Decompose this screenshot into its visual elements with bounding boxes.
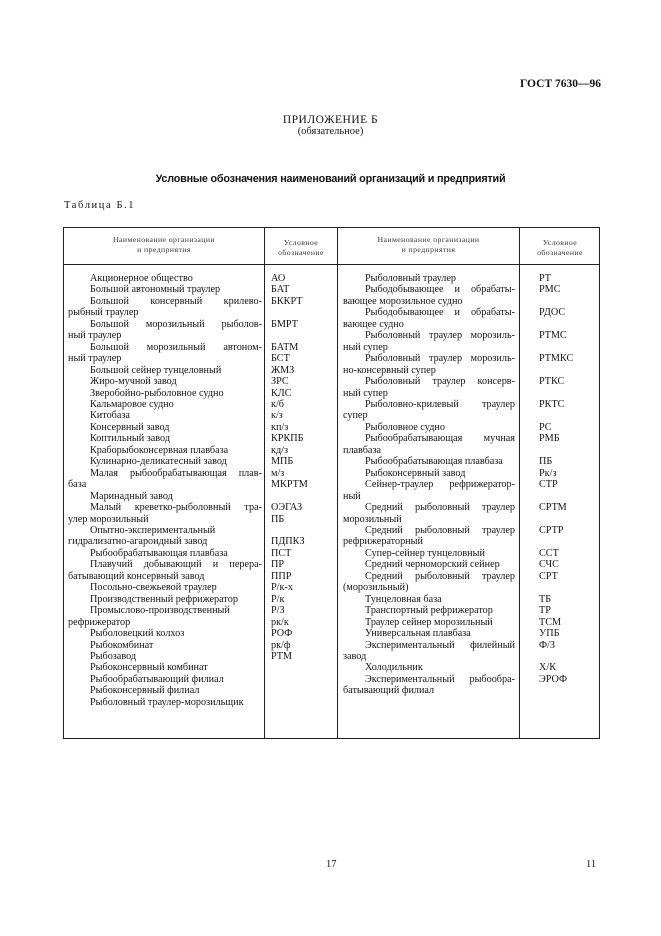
table-entry-name: Экспериментальный рыбообра- батывающий филиал bbox=[343, 673, 515, 697]
table-entry-name: Большой сейнер тунцеловный bbox=[90, 364, 222, 376]
table-entry-name: Рыболовный траулер-морозильщик bbox=[90, 696, 244, 708]
table-entry-abbr: ТБ bbox=[539, 593, 552, 605]
header-name-right: Наименование организации и предприятия bbox=[377, 235, 480, 254]
table-entry-abbr: РТКС bbox=[539, 376, 565, 388]
table-entry-abbr: ПР bbox=[271, 559, 285, 571]
table-entry-abbr: рк/ф bbox=[271, 639, 291, 651]
table-entry-name: Большой автономный траулер bbox=[90, 284, 221, 296]
table-entry-name: Рыболовецкий колхоз bbox=[90, 628, 185, 640]
table-entry-abbr: БАТМ bbox=[271, 341, 299, 353]
table-entry-abbr: СТР bbox=[539, 479, 558, 491]
table-entry-name: Кальмаровое судно bbox=[90, 398, 174, 410]
table-entry-abbr: кд/з bbox=[271, 444, 288, 456]
table-entry-name: Рыбодобывающее и обрабаты- вающее морозильное судно bbox=[343, 284, 515, 307]
table-entry-abbr: ТСМ bbox=[539, 616, 562, 628]
table-entry-name: Рыбообрабатывающий филиал bbox=[90, 673, 224, 685]
table-entry-name: Транспортный рефрижератор bbox=[365, 605, 493, 617]
abbr-column-right bbox=[539, 273, 594, 697]
table-entry-abbr: СЧС bbox=[539, 559, 559, 571]
table-entry-name: Опытно-экспериментальный гидрализатно-агароидный завод bbox=[68, 524, 216, 548]
table-entry-name: Супер-сейнер тунцеловный bbox=[365, 547, 485, 559]
table-entry-name: Рыбокомбинат bbox=[90, 639, 154, 651]
table-entry-name: Маринадный завод bbox=[90, 490, 173, 502]
table-entry-abbr: КРКПБ bbox=[271, 433, 304, 445]
table-entry-name: Коптильный завод bbox=[90, 433, 171, 445]
table-entry-abbr: РОФ bbox=[271, 628, 293, 640]
table-entry-abbr: ССТ bbox=[539, 547, 559, 559]
table-entry-abbr: РС bbox=[539, 421, 552, 433]
header-divider bbox=[64, 264, 599, 265]
section-title: Условные обозначения наименований организаций и предприятий bbox=[155, 173, 506, 185]
table-entry-name: Посольно-свежьевой траулер bbox=[90, 582, 217, 594]
header-abbr-left: Условное обозначение bbox=[278, 238, 324, 257]
table-entry-name: Большой морозильный рыболов- ный траулер bbox=[68, 318, 262, 342]
table-entry-abbr: Р/З bbox=[271, 605, 285, 617]
table-entry-name: Рыбоконсервный комбинат bbox=[90, 662, 208, 674]
table-entry-abbr: к/з bbox=[271, 410, 283, 422]
table-entry-name: Рыбообрабатывающая мучная плавбаза bbox=[343, 433, 515, 456]
table-entry-name: Сейнер-траулер рефрижератор- ный bbox=[343, 479, 515, 502]
table-entry-name: Рыбоконсервный филиал bbox=[90, 685, 200, 697]
table-entry-name: Рыболовный траулер консерв- ный супер bbox=[343, 376, 515, 399]
table-caption: Таблица Б.1 bbox=[64, 200, 136, 211]
table-entry-name: Рыболовное судно bbox=[365, 421, 445, 433]
table-entry-name: Плавучий добывающий и перера- батывающий консервный завод bbox=[68, 559, 262, 582]
table-entry-name: Рыбодобывающее и обрабаты- вающее судно bbox=[343, 307, 515, 330]
table-entry-abbr: СРТР bbox=[539, 524, 564, 536]
table-entry-name: Холодильник bbox=[365, 662, 423, 674]
table-entry-name: Рыболовный траулер bbox=[365, 273, 456, 284]
appendix-note: (обязательное) bbox=[297, 126, 364, 137]
table-entry-abbr: ОЭГАЗ bbox=[271, 502, 303, 514]
table-entry-abbr: Р/к-х bbox=[271, 582, 293, 594]
table-entry-abbr: ЭРОФ bbox=[539, 673, 568, 685]
table-entry-abbr: ЖМЗ bbox=[271, 364, 295, 376]
column-divider bbox=[264, 228, 265, 738]
table-entry-abbr: АО bbox=[271, 273, 286, 284]
table-entry-name: Зверобойно-рыболовное судно bbox=[90, 387, 224, 399]
table-entry-name: Средний рыболовный траулер (морозильный) bbox=[343, 570, 515, 594]
table-entry-abbr: ПБ bbox=[539, 456, 553, 468]
document-id: ГОСТ 7630—96 bbox=[520, 78, 601, 90]
table-entry-abbr: БАТ bbox=[271, 284, 290, 296]
table-entry-name: Универсальная плавбаза bbox=[365, 628, 471, 640]
table-entry-name: Малый креветко-рыболовный тра- улер морозильный bbox=[68, 502, 262, 525]
names-column-right bbox=[343, 273, 515, 697]
table-entry-name: Рыбоконсервный завод bbox=[365, 467, 466, 479]
table-entry-abbr: МПБ bbox=[271, 456, 294, 468]
table-entry-abbr: КЛС bbox=[271, 387, 292, 399]
table-entry-abbr: ТР bbox=[539, 605, 551, 617]
table-entry-abbr: УПБ bbox=[539, 628, 560, 640]
table-entry-abbr: Х/К bbox=[539, 662, 556, 674]
page-number-left: 17 bbox=[326, 859, 337, 870]
table-entry-name: Краборыбоконсервная плавбаза bbox=[90, 444, 229, 456]
table-entry-abbr: ППР bbox=[271, 570, 292, 582]
names-column-left bbox=[68, 273, 262, 708]
table-entry-abbr: рк/к bbox=[271, 616, 289, 628]
table-entry-abbr: м/з bbox=[271, 467, 285, 479]
table-entry-abbr: Рк/з bbox=[539, 467, 557, 479]
table-entry-abbr: Ф/З bbox=[539, 639, 555, 651]
table-entry-name: Большой консервный крилево- рыбный траулер bbox=[68, 295, 262, 319]
header-name-left: Наименование организации и предприятия bbox=[113, 235, 215, 254]
table-entry-name: Средний рыболовный траулер рефрижераторный bbox=[343, 524, 515, 548]
table-entry-abbr: РДОС bbox=[539, 307, 566, 319]
table-entry-abbr: РМБ bbox=[539, 433, 560, 445]
table-entry-name: Рыболовный траулер морозиль- но-консервный супер bbox=[343, 353, 515, 376]
table-entry-abbr: РТ bbox=[539, 273, 552, 284]
table-entry-name: Жиро-мучной завод bbox=[90, 376, 177, 388]
table-entry-abbr: к/б bbox=[271, 398, 284, 410]
table-entry-name: Тунцеловная база bbox=[365, 593, 442, 605]
column-divider bbox=[337, 228, 338, 738]
table-entry-abbr: ЗРС bbox=[271, 376, 289, 388]
table-entry-abbr: РКТС bbox=[539, 398, 565, 410]
appendix-title: ПРИЛОЖЕНИЕ Б bbox=[282, 114, 379, 126]
designations-table bbox=[63, 227, 600, 739]
header-abbr-right: Условное обозначение bbox=[537, 238, 583, 257]
column-divider bbox=[519, 228, 520, 738]
table-entry-name: Средний рыболовный траулер морозильный bbox=[343, 502, 515, 525]
table-entry-abbr: БККРТ bbox=[271, 295, 303, 307]
table-entry-abbr: кп/з bbox=[271, 421, 289, 433]
table-entry-name: Акционерное общество bbox=[90, 273, 193, 284]
table-entry-abbr: СРТМ bbox=[539, 502, 567, 514]
table-entry-name: Траулер сейнер морозильный bbox=[365, 616, 493, 628]
abbr-column-left bbox=[271, 273, 333, 662]
table-entry-abbr: РМС bbox=[539, 284, 561, 296]
page-number-right: 11 bbox=[586, 859, 597, 870]
table-entry-name: Рыбозавод bbox=[90, 650, 137, 662]
table-entry-abbr: РТМ bbox=[271, 650, 292, 662]
table-entry-abbr: ПБ bbox=[271, 513, 285, 525]
table-entry-name: Рыболовный траулер морозиль- ный супер bbox=[343, 330, 515, 353]
table-entry-name: Рыбообрабатывающая плавбаза bbox=[90, 547, 228, 559]
table-entry-abbr: ПСТ bbox=[271, 547, 292, 559]
table-entry-abbr: МКРТМ bbox=[271, 479, 308, 491]
table-entry-name: Рыболовно-крилевый траулер супер bbox=[343, 398, 515, 422]
table-entry-name: Рыбообрабатывающая плавбаза bbox=[365, 456, 503, 468]
table-entry-abbr: РТМС bbox=[539, 330, 567, 342]
table-entry-name: Производственный рефрижератор bbox=[90, 593, 238, 605]
table-entry-abbr: СРТ bbox=[539, 570, 558, 582]
table-entry-abbr: БСТ bbox=[271, 353, 290, 365]
table-entry-name: Малая рыбообрабатывающая плав- база bbox=[68, 467, 262, 491]
table-entry-abbr: РТМКС bbox=[539, 353, 574, 365]
table-entry-name: Промыслово-производственный рефрижератор bbox=[68, 605, 230, 628]
table-entry-name: Большой морозильный автоном- ный траулер bbox=[68, 341, 262, 365]
table-entry-name: Консервный завод bbox=[90, 421, 170, 433]
table-entry-name: Средний черноморский сейнер bbox=[365, 559, 500, 571]
table-entry-name: Кулинарно-деликатесный завод bbox=[90, 456, 227, 468]
table-entry-abbr: БМРТ bbox=[271, 318, 298, 330]
table-entry-abbr: Р/к bbox=[271, 593, 285, 605]
table-entry-name: Экспериментальный филейный завод bbox=[343, 639, 515, 662]
table-entry-name: Китобаза bbox=[90, 410, 130, 422]
table-entry-abbr: ПДПКЗ bbox=[271, 536, 305, 548]
